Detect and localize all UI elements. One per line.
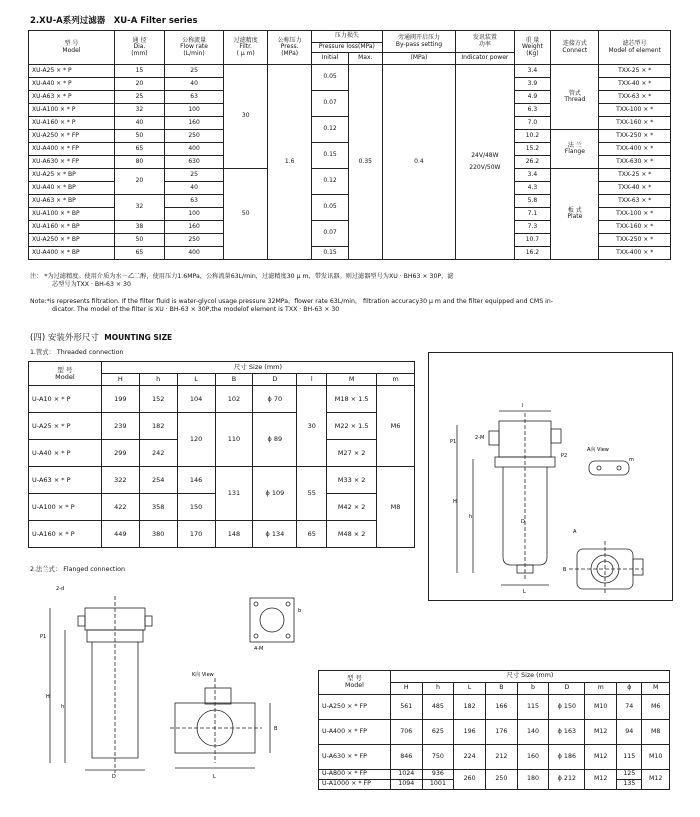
header-loss-en: Pressure loss(MPa) [312,43,383,53]
label-l: l [522,403,524,409]
table-row: XU-A160 × * BP 38 160 0.07 7.3 TXX-160 × * [29,221,671,234]
threaded-label: 1.管式： Threaded connection [30,349,124,356]
header-connect: 连接方式 Connect [551,31,599,65]
header-bypass-unit: (MPa) [382,53,456,65]
label-B: B [563,567,567,573]
table-row: XU-A100 × * BP 100 7.1 TXX-100 × * [29,208,671,221]
header-flow: 公称流量 Flow rate (L/min) [164,31,223,65]
table-row: XU-A400 × * BP 65 400 0.15 16.2 TXX-400 × * [29,247,671,260]
table-row: U-A160 × * P 449 380 170 148 ϕ 134 65 M48 × 2 [29,521,415,548]
header-dia: 通 径 Dia. (mm) [114,31,164,65]
label-p1: P1 [450,439,457,445]
mounting-title: (四) 安装外形尺寸 MOUNTING SIZE [30,333,173,343]
table-row: XU-A400 × * FP 65 400 0.15 15.2 TXX-400 × * [29,143,671,156]
label-a: A [573,529,577,535]
notes-en: Note:*is represents filtration. If the filter fluid is water-glycol usage pressure 32MPa，flower rate 63L/min， filtration accuracy30 μ m and the filter equipped and CMS in- dicator. The model of the filter is XU · BH-63 × 30P,the modelof element is TXX · BH-63 × 30 [30,298,553,314]
table-row: U-A800 × * FP 1024 936 260 250 180 ϕ 212 M12 125 M12 [319,770,670,780]
table-row: XU-A630 × * FP 80 630 26.2 TXX-630 × * [29,156,671,169]
table-row: U-A63 × * P 322 254 146 131 ϕ 109 55 M33 × 2 M8 [29,467,415,494]
table-row: U-A250 × * FP 561 485 182 166 115 ϕ 150 M10 74 M6 [319,695,670,720]
header-model: 型 号 Model [29,362,102,386]
label-D-flange: D [112,774,116,780]
label-h-flange: h [61,704,65,710]
label-m: m [629,457,634,463]
label-a-view: A向 View [587,447,609,453]
label-b: b [298,608,302,614]
threaded-filter-drawing [429,353,672,600]
flanged-drawing [30,578,330,783]
flanged-size-table: 型 号 Model 尺寸 Size (mm) H h L B b D m ϕ M U-A250 × * FP 561 485 182 166 115 ϕ 150 M10 74 M6 U-A400 × * FP 706 625 196 176 140 ϕ 163 M12 94 M8 U-A630 × * FP 846 750 224 212 160 ϕ 186 M12 115 M10 U-A800 × * FP 1024 936 260 250 180 ϕ 212 M12 125 M12 U-A1000 × * FP 1094 1001 135 [318,670,670,790]
header-size: 尺寸 Size (mm) [101,362,414,374]
table-row: XU-A40 × * P 20 40 3.9 TXX-40 × * [29,78,671,91]
header-press: 公称压力 Press. (MPa) [268,31,312,65]
label-k-view: K向 View [192,672,214,678]
table-row: XU-A160 × * P 40 160 0.12 7.0 TXX-160 × * [29,117,671,130]
label-H: H [453,499,457,505]
header-element: 滤芯型号 Model of element [599,31,671,65]
table-row: XU-A63 × * P 25 63 0.07 4.9 TXX-63 × * [29,91,671,104]
header-loss-max: Max. [348,53,382,65]
flanged-label: 2.法兰式： Flanged connection [30,566,125,573]
table-row: XU-A250 × * BP 50 250 10.7 TXX-250 × * [29,234,671,247]
table-row: XU-A25 × * BP 20 25 50 0.12 3.4 板 式 Plate TXX-25 × * [29,169,671,182]
label-H-flange: H [46,694,50,700]
threaded-drawing-frame [428,352,673,601]
label-p1-flange: P1 [40,634,47,640]
header-loss: 压力损失 [312,31,383,43]
table-row: XU-A25 × * P 15 25 30 1.6 0.05 0.35 0.4 24V/48W 220V/50W 3.4 管式 Thread TXX-25 × * [29,65,671,78]
table-row: U-A25 × * P 239 182 120 110 ϕ 89 M22 × 1.5 [29,413,415,440]
header-bypass: 旁通阀开启压力 By-pass setting [382,31,456,53]
label-2m: 2-M [475,435,485,441]
label-2d: 2-d [56,586,65,592]
label-L-flange: L [213,774,216,780]
label-D: D [521,519,525,525]
label-p2: P2 [561,453,568,459]
header-model: 型 号 Model [29,31,115,65]
header-loss-initial: Initial [312,53,349,65]
header-weight: 重 量 Weight (Kg) [514,31,551,65]
header-indicator: 发讯装置 功率 [456,31,514,53]
table-row: U-A10 × * P 199 152 104 102 ϕ 70 30 M18 × 1.5 M6 [29,386,415,413]
filter-spec-table [28,30,671,260]
label-L: L [523,589,526,595]
table-row: U-A40 × * P 299 242 M27 × 2 [29,440,415,467]
header-indicator-en: Indicator power [456,53,514,65]
table-row: XU-A100 × * P 32 100 6.3 TXX-100 × * [29,104,671,117]
label-B-flange: B [274,726,278,732]
notes-cn: 注： *为过滤精度。使用介质为水－乙二醇，使用压力1.6MPa，公称流量63L/min，过滤精度30 μ m，带发讯器。则过滤器型号为XU · BH63 × 30P，滤 芯型号为TXX · BH-63 × 30 [30,273,454,289]
table-row: U-A630 × * FP 846 750 224 212 160 ϕ 186 M12 115 M10 [319,745,670,770]
threaded-size-table: 型 号 Model 尺寸 Size (mm) H h L B D l M m U-A10 × * P 199 152 104 102 ϕ 70 30 M18 × 1.5 M6 U-A25 × * P 239 182 120 110 ϕ 89 M22 × 1.5 U-A40 × * P 299 242 M27 × 2 U-A63 × * P 322 254 146 131 ϕ 109 55 M33 × 2 M8 U-A100 × * P 422 358 150 M42 × 2 U-A160 × * P 449 380 170 148 ϕ 134 65 M48 × 2 [28,361,415,548]
label-4m: 4-M [254,646,264,652]
header-filtr: 过滤精度 Filtr. ( μ m) [224,31,268,65]
table-row: XU-A40 × * BP 40 4.3 TXX-40 × * [29,182,671,195]
table-row: XU-A63 × * BP 32 63 0.05 5.8 TXX-63 × * [29,195,671,208]
table-row: XU-A250 × * FP 50 250 10.2 法 兰 Flange TXX-250 × * [29,130,671,143]
table-row: U-A1000 × * FP 1094 1001 135 [319,780,670,790]
series-title: 2.XU-A系列过滤器 XU-A Filter series [30,16,198,26]
label-h: h [469,514,473,520]
table-row: U-A100 × * P 422 358 150 M42 × 2 [29,494,415,521]
table-row: U-A400 × * FP 706 625 196 176 140 ϕ 163 M12 94 M8 [319,720,670,745]
